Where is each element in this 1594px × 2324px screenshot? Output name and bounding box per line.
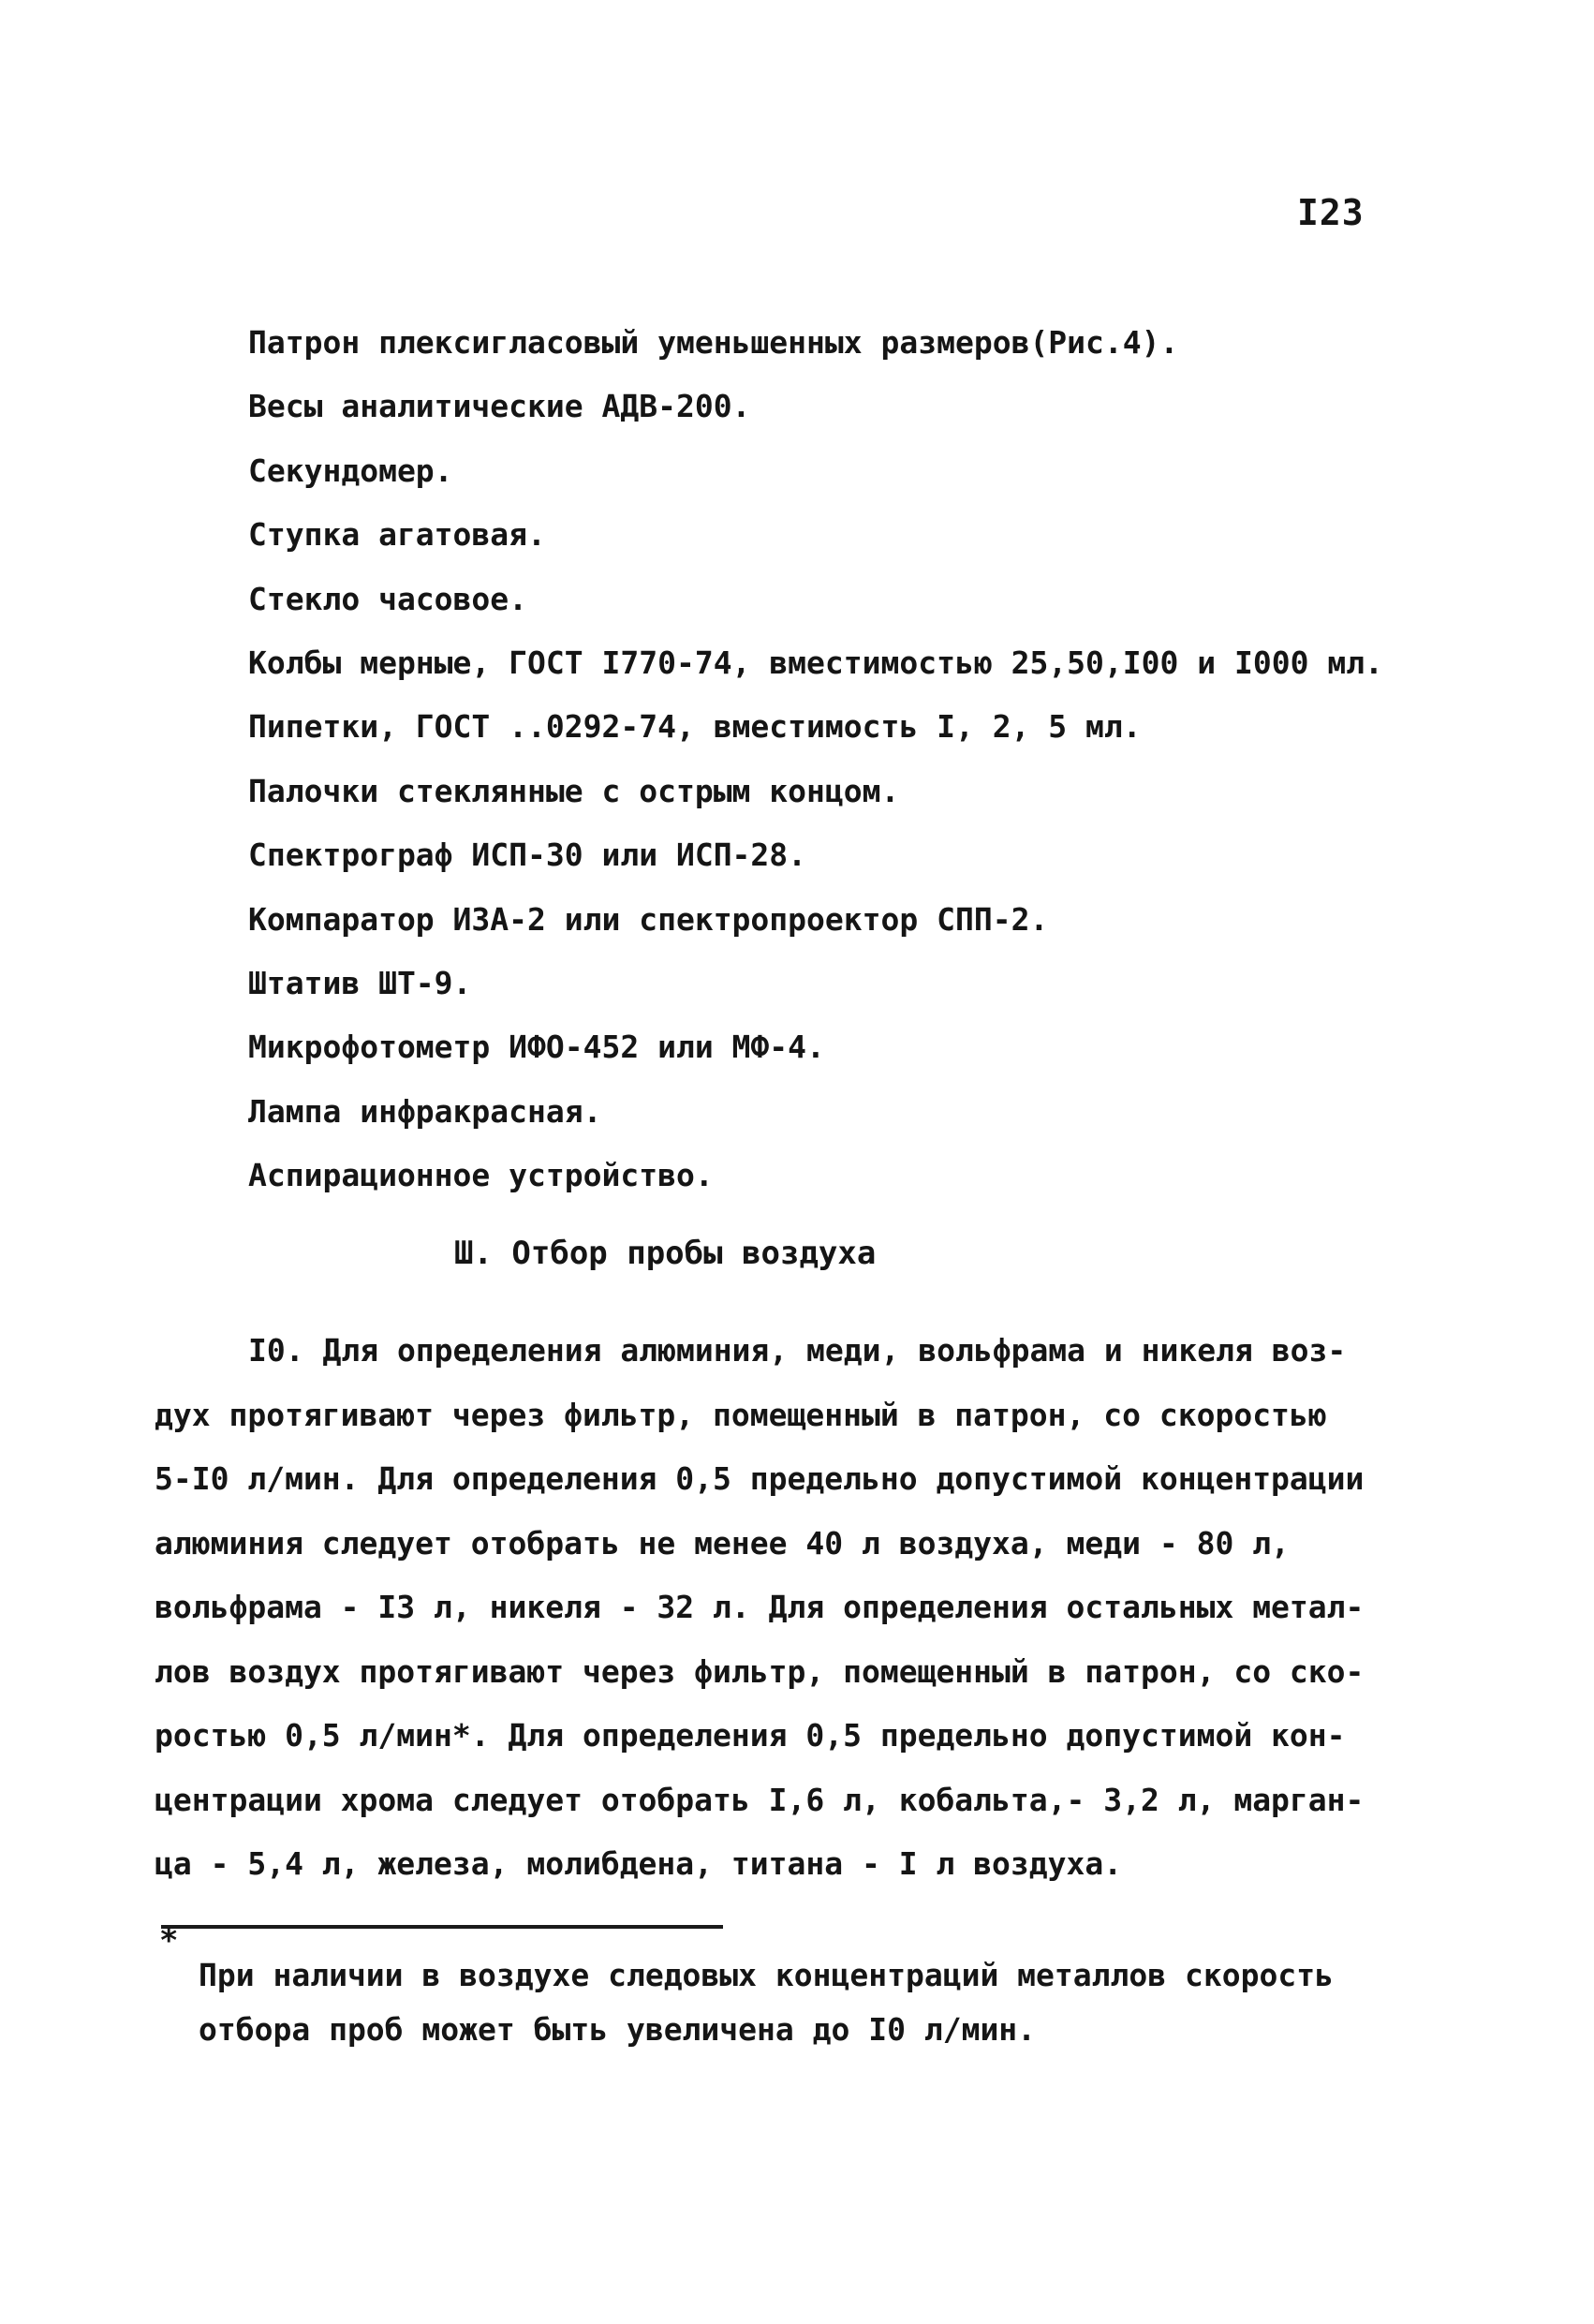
page-number: I23 bbox=[1297, 192, 1365, 233]
list-item: Ступка агатовая. bbox=[248, 516, 546, 554]
paragraph-line: ца - 5,4 л, железа, молибдена, титана - I л воздуха. bbox=[155, 1845, 1123, 1882]
paragraph-line: дух протягивают через фильтр, помещенный в патрон, со скоростью bbox=[155, 1396, 1327, 1433]
body-paragraph bbox=[155, 1319, 1364, 1897]
list-item: Компаратор ИЗА-2 или спектропроектор СПП-2. bbox=[248, 900, 1049, 938]
list-item: Палочки стеклянные с острым концом. bbox=[248, 772, 900, 809]
list-item: Микрофотометр ИФО-452 или МФ-4. bbox=[248, 1029, 825, 1066]
list-item: Колбы мерные, ГОСТ I770-74, вместимостью 25,50,I00 и I000 мл. bbox=[248, 644, 1383, 681]
paragraph-line: I0. Для определения алюминия, меди, вольфрама и никеля воз- bbox=[248, 1332, 1347, 1369]
paragraph-line: ростью 0,5 л/мин*. Для определения 0,5 предельно допустимой кон- bbox=[155, 1717, 1346, 1754]
paragraph-line: алюминия следует отобрать не менее 40 л воздуха, меди - 80 л, bbox=[155, 1524, 1290, 1562]
paragraph-line: вольфрама - I3 л, никеля - 32 л. Для определения остальных метал- bbox=[155, 1589, 1365, 1625]
paragraph-line: лов воздух протягивают через фильтр, помещенный в патрон, со ско- bbox=[155, 1652, 1365, 1690]
section-heading: Ш. Отбор пробы воздуха bbox=[454, 1235, 877, 1272]
equipment-list bbox=[248, 311, 1383, 1207]
list-item: Лампа инфракрасная. bbox=[248, 1092, 602, 1130]
list-item: Аспирационное устройство. bbox=[248, 1157, 714, 1194]
list-item: Секундомер. bbox=[248, 451, 453, 489]
footnote-line: При наличии в воздухе следовых концентраций металлов скорость bbox=[199, 1957, 1334, 1993]
footnote-mark: * bbox=[159, 1922, 179, 1960]
list-item: Пипетки, ГОСТ ..0292-74, вместимость I, 2, 5 мл. bbox=[248, 708, 1142, 746]
footnote-line: отбора проб может быть увеличена до I0 л/мин. bbox=[199, 2011, 1037, 2048]
list-item: Стекло часовое. bbox=[248, 580, 528, 617]
paragraph-line: 5-I0 л/мин. Для определения 0,5 предельно допустимой концентрации bbox=[155, 1460, 1365, 1497]
list-item: Весы аналитические АДВ-200. bbox=[248, 388, 751, 425]
footnote bbox=[199, 1948, 1334, 2057]
footnote-divider bbox=[161, 1925, 723, 1929]
list-item: Штатив ШТ-9. bbox=[248, 964, 472, 1001]
list-item: Спектрограф ИСП-30 или ИСП-28. bbox=[248, 836, 807, 874]
list-item: Патрон плексигласовый уменьшенных размеров(Рис.4). bbox=[248, 324, 1179, 361]
paragraph-line: центрации хрома следует отобрать I,6 л, кобальта,- 3,2 л, марган- bbox=[155, 1781, 1365, 1818]
